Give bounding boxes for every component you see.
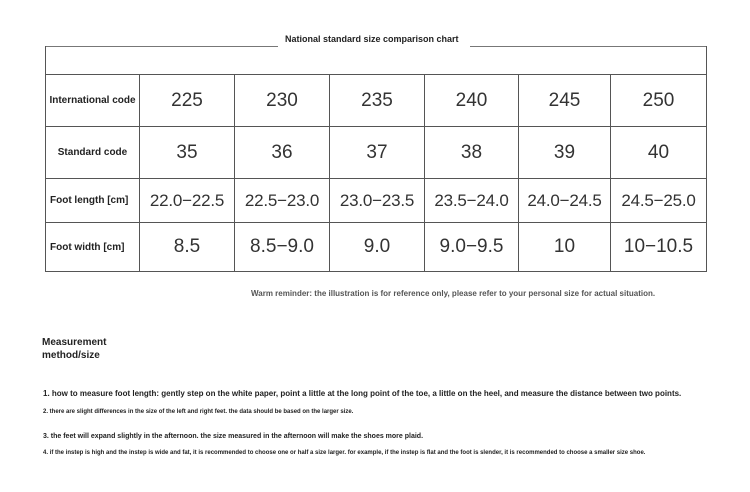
table-cell: 9.0−9.5 bbox=[425, 223, 519, 272]
table-cell: 230 bbox=[235, 75, 330, 127]
measurement-note: 3. the feet will expand slightly in the afternoon. the size measured in the afternoon will make the shoes more plaid. bbox=[43, 433, 424, 440]
table-cell: 245 bbox=[519, 75, 611, 127]
table-cell: 24.0−24.5 bbox=[519, 179, 611, 223]
table-cell: 8.5 bbox=[140, 223, 235, 272]
table-cell: 38 bbox=[425, 127, 519, 179]
row-header: Foot length [cm] bbox=[46, 179, 140, 223]
table-row-international-code bbox=[46, 75, 707, 127]
table-cell: 24.5−25.0 bbox=[611, 179, 707, 223]
table-cell: 240 bbox=[425, 75, 519, 127]
table-row-foot-width bbox=[46, 223, 707, 272]
warm-reminder: Warm reminder: the illustration is for reference only, please refer to your personal size for actual situation. bbox=[251, 289, 656, 298]
table-cell: 10 bbox=[519, 223, 611, 272]
table-cell: 250 bbox=[611, 75, 707, 127]
table-cell: 9.0 bbox=[330, 223, 425, 272]
measurement-title: Measurement method/size bbox=[42, 337, 107, 361]
table-row-standard-code bbox=[46, 127, 707, 179]
table-cell: 225 bbox=[140, 75, 235, 127]
table-frame-top bbox=[45, 46, 707, 74]
measurement-note: 2. there are slight differences in the size of the left and right feet. the data should be based on the larger size. bbox=[43, 409, 354, 415]
table-row-foot-length bbox=[46, 179, 707, 223]
table-cell: 22.5−23.0 bbox=[235, 179, 330, 223]
table-cell: 37 bbox=[330, 127, 425, 179]
table-cell: 8.5−9.0 bbox=[235, 223, 330, 272]
table-cell: 36 bbox=[235, 127, 330, 179]
measurement-note: 4. if the instep is high and the instep is wide and fat, it is recommended to choose one or half a size larger. for example, if the instep is flat and the foot is slender, it is recommended to choose a smaller size shoe. bbox=[43, 450, 646, 456]
table-cell: 39 bbox=[519, 127, 611, 179]
table-cell: 22.0−22.5 bbox=[140, 179, 235, 223]
measurement-note: 1. how to measure foot length: gently step on the white paper, point a little at the long point of the toe, a little on the heel, and measure the distance between two points. bbox=[43, 389, 682, 398]
row-header: International code bbox=[46, 75, 140, 127]
size-table bbox=[45, 74, 707, 272]
row-header: Foot width [cm] bbox=[46, 223, 140, 272]
table-cell: 10−10.5 bbox=[611, 223, 707, 272]
table-cell: 40 bbox=[611, 127, 707, 179]
table-cell: 23.5−24.0 bbox=[425, 179, 519, 223]
chart-title: National standard size comparison chart bbox=[285, 34, 459, 44]
table-cell: 35 bbox=[140, 127, 235, 179]
row-header: Standard code bbox=[46, 127, 140, 179]
table-cell: 23.0−23.5 bbox=[330, 179, 425, 223]
table-cell: 235 bbox=[330, 75, 425, 127]
